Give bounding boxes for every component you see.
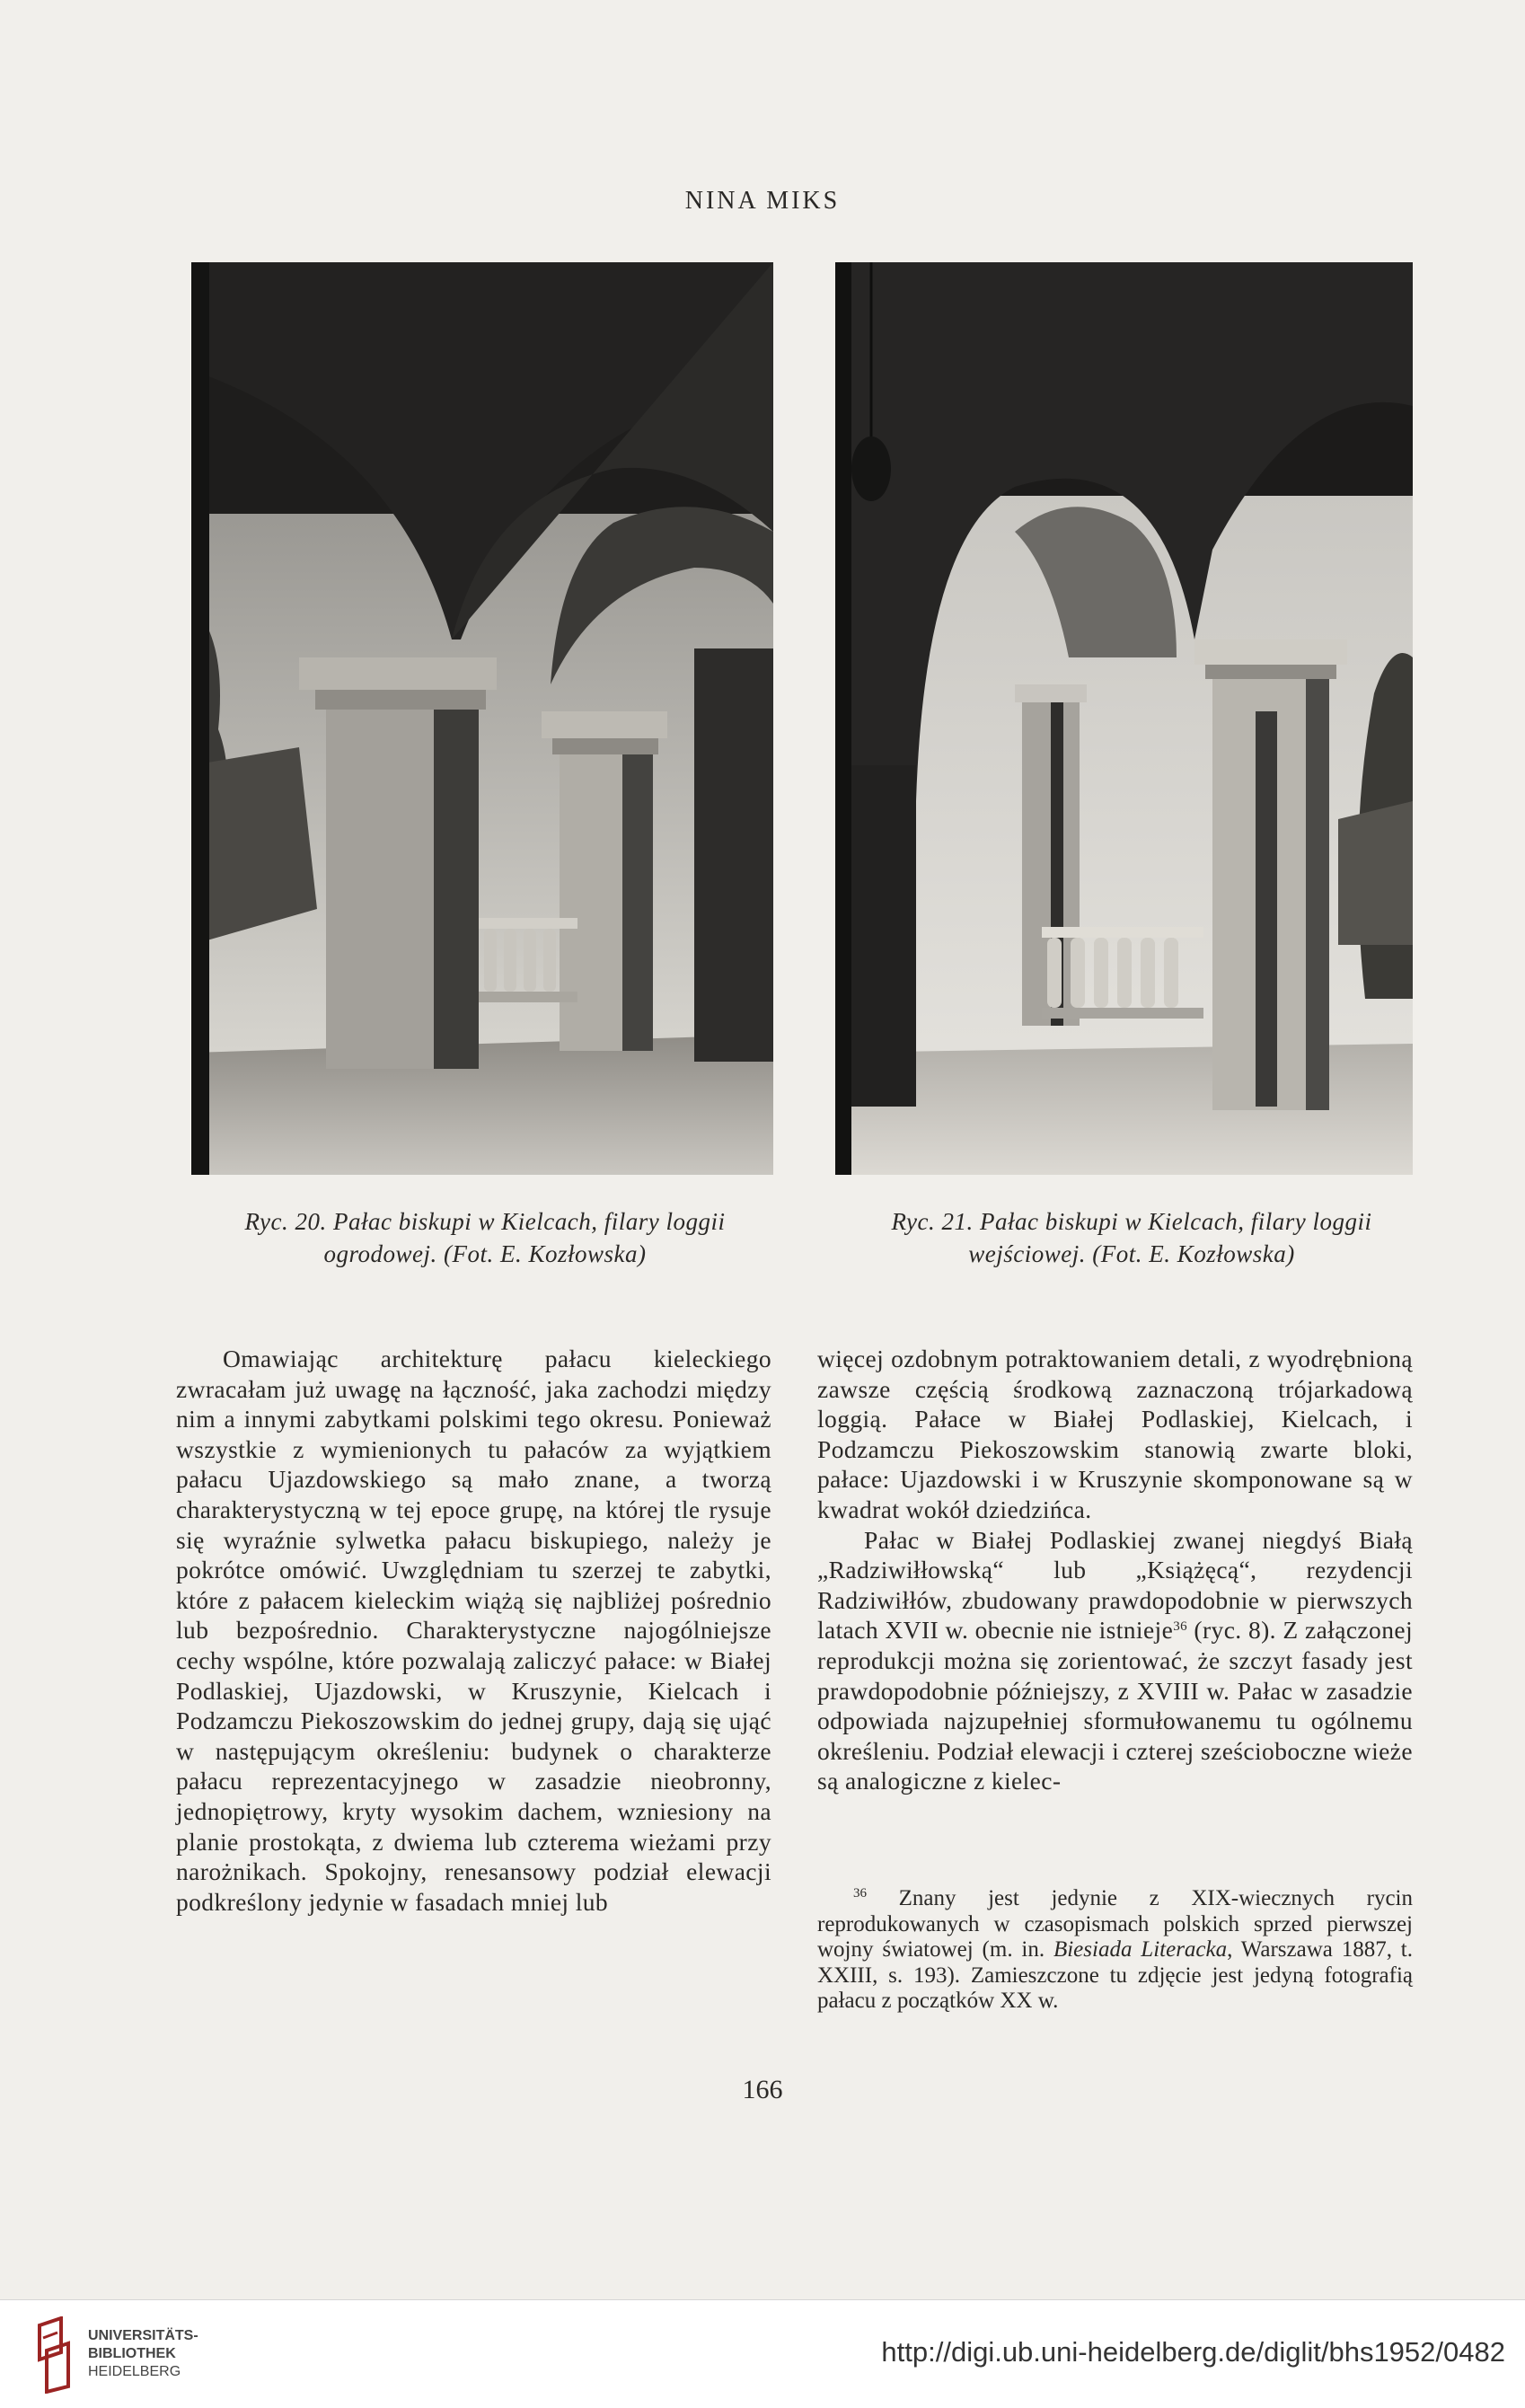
body-paragraph <box>817 1525 1413 1796</box>
library-name <box>88 2327 198 2381</box>
photograph-loggia-arcade-icon <box>835 262 1413 1175</box>
caption-line: ogrodowej. (Fot. E. Kozłowska) <box>323 1240 647 1267</box>
library-name-line: BIBLIOTHEK <box>88 2346 176 2361</box>
figure-21-caption <box>817 1205 1446 1270</box>
footnote-text: , Warszawa 1887, t. XXIII, s. 193). Zamieszczone tu zdjęcie jest jedyną fotografią pałacu z początków XX w. <box>817 1937 1413 2014</box>
footnote-text: Znany jest jedynie z XIX-wiecznych rycin reprodukowanych w czasopismach polskich sprzed pierwszej wojny światowej (m. in. <box>817 1886 1413 1963</box>
footnote-title: Biesiada Literacka <box>1053 1937 1228 1963</box>
caption-line: Ryc. 21. Pałac biskupi w Kielcach, filary loggii <box>891 1208 1372 1235</box>
body-paragraph: Omawiając architekturę pałacu kieleckiego zwracałam już uwagę na łączność, jaka zachodzi między nim a innymi zabytkami polskimi tego okresu. Ponieważ wszystkie z wymienionych tu pałaców za wyjątkiem pałacu Ujazdowskiego są mało znane, a tworzą charakterystyczną w tej epoce grupę, na której tle rysuje się wyraźnie sylwetka pałacu biskupiego, należy je pokrótce omówić. Uwzględniam tu szerzej te zabytki, które z pałacem kieleckim wiążą się najbliżej pośrednio lub bezpośrednio. Charakterystyczne najogólniejsze cechy wspólne, które pozwalają zaliczyć pałace: w Białej Podlaskiej, Ujazdowski, w Kruszynie, Kielcach i Podzamczu Piekoszowskim do jednej grupy, dają się ująć w następującym określeniu: budynek o charakterze pałacu reprezentacyjnego w zasadzie nieobronny, jednopiętrowy, kryty wysokim dachem, wzniesiony na planie prostokąta, z dwiema lub czterema wieżami przy narożnikach. Spokojny, renesansowy podział elewacji podkreślony jedynie w fasadach mniej lub <box>176 1345 771 1916</box>
left-text-column <box>176 1344 771 1917</box>
footnote-reference: 36 <box>1173 1619 1188 1635</box>
library-name-line: UNIVERSITÄTS- <box>88 2328 198 2343</box>
footnote-mark: 36 <box>853 1886 867 1901</box>
running-head: NINA MIKS <box>684 187 841 215</box>
figure-20-photo <box>191 262 773 1175</box>
caption-line: Ryc. 20. Pałac biskupi w Kielcach, filary loggii <box>244 1208 726 1235</box>
photograph-loggia-arcade-icon <box>191 262 773 1175</box>
library-name-line: HEIDELBERG <box>88 2364 181 2379</box>
paragraph-text: Pałac w Białej Podlaskiej zwanej niegdyś Białą „Radziwiłłowską“ lub „Książęcą“, rezydencji Radziwiłłów, zbudowany prawdopodobnie w pierwszych latach XVII w. obecnie nie istnieje <box>817 1525 1413 1645</box>
body-paragraph: więcej ozdobnym potraktowaniem detali, z wyodrębnioną zawsze częścią środkową zaznaczoną trójarkadową loggią. Pałace w Białej Podlaskiej, Kielcach, i Podzamczu Piekoszowskim stanowią zwarte bloki, pałace: Ujazdowski i w Kruszynie skomponowane są w kwadrat wokół dziedzińca. <box>817 1345 1413 1523</box>
source-url-link[interactable]: http://digi.ub.uni-heidelberg.de/diglit/bhs1952/0482 <box>881 2336 1505 2368</box>
paragraph-text: (ryc. 8). Z załączonej reprodukcji można się zorientować, że szczyt fasady jest prawdopodobnie późniejszy, z XVIII w. Pałac w zasadzie odpowiada najzupełniej sformułowanemu tu ogólnemu określeniu. Podział elewacji i czterej sześcioboczne wieże są analogiczne z kielec- <box>817 1616 1413 1795</box>
figure-20-caption <box>171 1205 799 1270</box>
digitization-footer <box>0 2299 1525 2408</box>
footnote <box>817 1886 1413 2015</box>
ub-heidelberg-logo-icon <box>34 2316 74 2394</box>
caption-line: wejściowej. (Fot. E. Kozłowska) <box>968 1240 1295 1267</box>
figure-21-photo <box>835 262 1413 1175</box>
right-text-column <box>817 1344 1413 1796</box>
page-number: 166 <box>742 2075 783 2104</box>
